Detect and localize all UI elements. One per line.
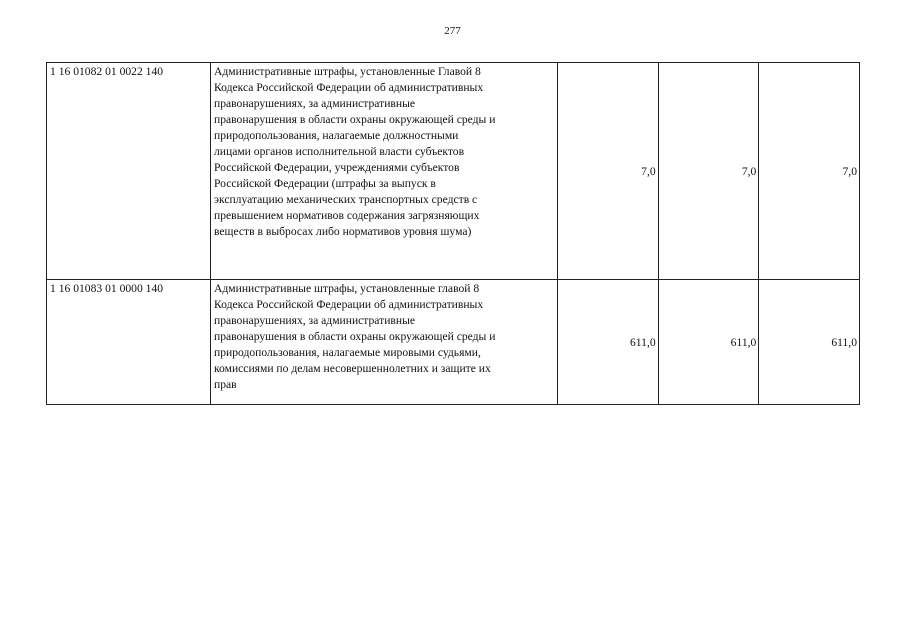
description-line: правонарушениях, за административные xyxy=(214,97,416,110)
description-line: прав xyxy=(214,378,237,391)
description-line: правонарушениях, за административные xyxy=(214,314,416,327)
table-row xyxy=(47,63,860,280)
page-number: 277 xyxy=(444,25,461,37)
description-line: Российской Федерации (штрафы за выпуск в xyxy=(214,177,436,190)
amount-cell-2: 7,0 xyxy=(658,63,759,280)
description-cell xyxy=(211,280,558,405)
amount-cell-1: 7,0 xyxy=(558,63,659,280)
description-line: превышением нормативов содержания загрязняющих xyxy=(214,209,480,222)
description-line: лицами органов исполнительной власти субъектов xyxy=(214,145,465,158)
description-line: Административные штрафы, установленные главой 8 xyxy=(214,282,480,295)
description-cell xyxy=(211,63,558,280)
description-line: Кодекса Российской Федерации об административных xyxy=(214,81,484,94)
budget-code-cell: 1 16 01082 01 0022 140 xyxy=(47,63,211,280)
description-line: комиссиями по делам несовершеннолетних и защите их xyxy=(214,362,491,375)
description-line: эксплуатацию механических транспортных средств с xyxy=(214,193,478,206)
budget-code-cell: 1 16 01083 01 0000 140 xyxy=(47,280,211,405)
description-line: природопользования, налагаемые должностными xyxy=(214,129,459,142)
description-line: Кодекса Российской Федерации об административных xyxy=(214,298,484,311)
description-line: Административные штрафы, установленные Главой 8 xyxy=(214,65,481,78)
amount-cell-1: 611,0 xyxy=(558,280,659,405)
description-line: веществ в выбросах либо нормативов уровня шума) xyxy=(214,225,472,238)
amount-cell-2: 611,0 xyxy=(658,280,759,405)
description-line: правонарушения в области охраны окружающей среды и xyxy=(214,113,496,126)
amount-cell-3: 7,0 xyxy=(759,63,860,280)
description-line: природопользования, налагаемые мировыми судьями, xyxy=(214,346,481,359)
description-line: правонарушения в области охраны окружающей среды и xyxy=(214,330,496,343)
description-line: Российской Федерации, учреждениями субъектов xyxy=(214,161,460,174)
table-row xyxy=(47,280,860,405)
budget-table xyxy=(46,62,860,405)
amount-cell-3: 611,0 xyxy=(759,280,860,405)
